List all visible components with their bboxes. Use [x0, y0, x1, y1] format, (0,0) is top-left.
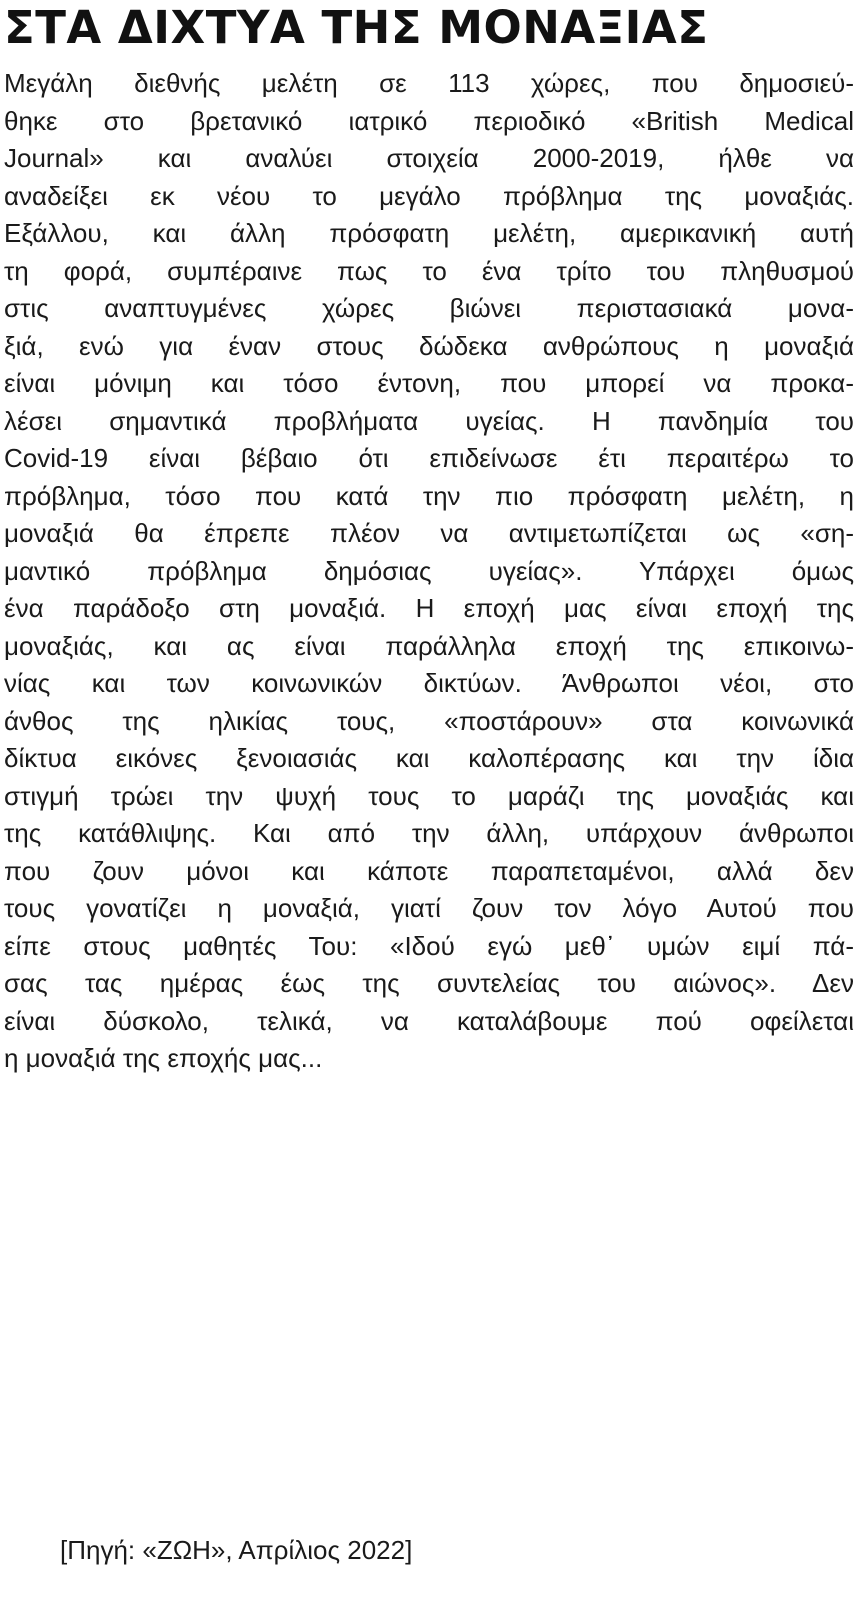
body-line: Εξάλλου, και άλλη πρόσφατη μελέτη, αμερικανική αυτή	[4, 218, 854, 248]
body-line: μοναξιά θα έπρεπε πλέον να αντιμετωπίζεται ως «ση-	[4, 518, 854, 548]
body-line: είναι δύσκολο, τελικά, να καταλάβουμε πού οφείλεται	[4, 1005, 854, 1036]
body-line: λέσει σημαντικά προβλήματα υγείας. Η πανδημία του	[4, 405, 854, 436]
body-line: ένα παράδοξο στη μοναξιά. Η εποχή μας είναι εποχή της	[4, 593, 854, 623]
body-line: στιγμή τρώει την ψυχή τους το μαράζι της μοναξιάς και	[4, 780, 854, 811]
body-line: Covid-19 είναι βέβαιο ότι επιδείνωσε έτι περαιτέρω το	[4, 443, 854, 473]
body-line: μαντικό πρόβλημα δημόσιας υγείας». Υπάρχει όμως	[4, 555, 854, 586]
body-line: στις αναπτυγμένες χώρες βιώνει περιστασιακά μονα-	[4, 293, 854, 323]
body-line: ξιά, ενώ για έναν στους δώδεκα ανθρώπους η μοναξιά	[4, 330, 854, 361]
body-line: που ζουν μόνοι και κάποτε παραπεταμένοι, αλλά δεν	[4, 855, 854, 886]
body-line: σας τας ημέρας έως της συντελείας του αιώνος». Δεν	[4, 968, 854, 998]
body-line: μοναξιάς, και ας είναι παράλληλα εποχή της επικοινω-	[4, 630, 854, 661]
body-line: δίκτυα εικόνες ξενοιασιάς και καλοπέρασης και την ίδια	[4, 743, 854, 773]
body-line: Journal» και αναλύει στοιχεία 2000-2019, ήλθε να	[4, 143, 854, 173]
body-line: άνθος της ηλικίας τους, «ποστάρουν» στα κοινωνικά	[4, 705, 854, 736]
body-line: πρόβλημα, τόσο που κατά την πιο πρόσφατη μελέτη, η	[4, 480, 854, 511]
body-line: αναδείξει εκ νέου το μεγάλο πρόβλημα της μοναξιάς.	[4, 180, 854, 211]
body-line: Μεγάλη διεθνής μελέτη σε 113 χώρες, που δημοσιεύ-	[4, 68, 854, 98]
source-citation: [Πηγή: «ΖΩΗ», Απρίλιος 2022]	[60, 1535, 413, 1565]
body-line: είπε στους μαθητές Του: «Ιδού εγώ μεθ᾽ υμών ειμί πά-	[4, 930, 854, 961]
body-line: της κατάθλιψης. Και από την άλλη, υπάρχουν άνθρωποι	[4, 818, 854, 848]
body-line: είναι μόνιμη και τόσο έντονη, που μπορεί να προκα-	[4, 368, 854, 398]
body-line: θηκε στο βρετανικό ιατρικό περιοδικό «British Medical	[4, 105, 854, 136]
body-line: νίας και των κοινωνικών δικτύων. Άνθρωποι νέοι, στο	[4, 668, 854, 698]
body-line-last: η μοναξιά της εποχής μας...	[4, 1043, 323, 1073]
article-title: ΣΤΑ ΔΙΧΤΥΑ ΤΗΣ ΜΟΝΑΞΙΑΣ	[4, 1, 709, 54]
article-body	[4, 65, 854, 1078]
body-line: τη φορά, συμπέραινε πως το ένα τρίτο του πληθυσμού	[4, 255, 854, 286]
body-line: τους γονατίζει η μοναξιά, γιατί ζουν τον λόγο Αυτού που	[4, 893, 854, 923]
